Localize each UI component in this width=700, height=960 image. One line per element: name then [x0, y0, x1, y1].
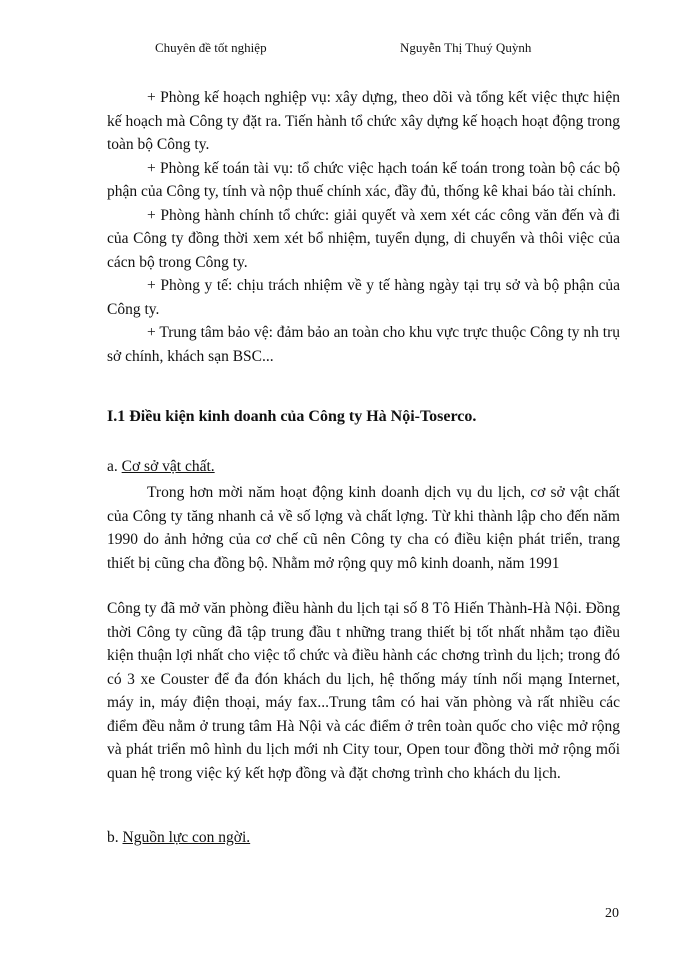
- paragraph-a1: Trong hơn mời năm hoạt động kinh doanh dịch vụ du lịch, cơ sở vật chất của Công ty tăng nhanh cả về số lợng và chất lợng. Từ khi thành lập cho đến năm 1990 do ảnh hởng của cơ chế cũ nên Công ty cha có điều kiện phát triển, trang thiết bị cũng cha đồng bộ. Nhằm mở rộng quy mô kinh doanh, năm 1991: [107, 484, 620, 572]
- subsection-b-label: Nguồn lực con ngời.: [122, 829, 251, 846]
- subsection-b-prefix: b.: [107, 829, 119, 846]
- dept-planning: + Phòng kế hoạch nghiệp vụ: xây dựng, theo dõi và tổng kết việc thực hiện kế hoạch mà Công ty đặt ra. Tiến hành tổ chức xây dựng kế hoạch hoạt động trong toàn bộ Công ty.: [107, 89, 620, 153]
- section-heading: I.1 Điều kiện kinh doanh của Công ty Hà Nội-Toserco.: [107, 408, 477, 425]
- paragraph-a2: Công ty đã mở văn phòng điều hành du lịch tại số 8 Tô Hiến Thành-Hà Nội. Đồng thời Công ty cũng đã tập trung đầu t những trang thiết bị tốt nhất nhằm tạo điều kiện thuận lợi nhất cho việc tổ chức và điều hành các chơng trình du lịch; trong đó có 3 xe Couster để đa đón khách du lịch, hệ thống máy tính nối mạng Internet, máy in, máy điện thoại, máy fax...Trung tâm có hai văn phòng và rất nhiều các điểm đều nằm ở trung tâm Hà Nội và các điểm ở trên toàn quốc cho việc mở rộng và phát triển mô hình du lịch mới nh City tour, Open tour đồng thời mở rộng mối quan hệ trong việc ký kết hợp đồng và đặt chơng trình cho khách du lịch.: [107, 600, 620, 782]
- subsection-a: [107, 458, 215, 476]
- header-right: Nguyễn Thị Thuý Quỳnh: [400, 40, 532, 55]
- dept-medical: + Phòng y tế: chịu trách nhiệm về y tế hàng ngày tại trụ sở và bộ phận của Công ty.: [107, 277, 620, 318]
- dept-accounting: + Phòng kế toán tài vụ: tổ chức việc hạch toán kế toán trong toàn bộ các bộ phận của Công ty, tính và nộp thuế chính xác, đầy đủ, thống kê khai báo tài chính.: [107, 159, 620, 200]
- departments-list: [107, 86, 620, 368]
- subsection-a-prefix: a.: [107, 458, 118, 475]
- subsection-a-label: Cơ sở vật chất.: [121, 458, 215, 475]
- dept-security: + Trung tâm bảo vệ: đảm bảo an toàn cho khu vực trực thuộc Công ty nh trụ sở chính, khách sạn BSC...: [107, 324, 620, 365]
- dept-administration: + Phòng hành chính tổ chức: giải quyết và xem xét các công văn đến và đi của Công ty đồng thời xem xét bổ nhiệm, tuyển dụng, di chuyển và thôi việc của cácn bộ trong Công ty.: [107, 206, 620, 271]
- paragraph-a2-wrap: [107, 597, 620, 785]
- paragraph-a1-wrap: [107, 481, 620, 575]
- page-number: 20: [605, 906, 619, 921]
- header-left: Chuyên đề tốt nghiệp: [155, 40, 267, 55]
- subsection-b: [107, 829, 250, 847]
